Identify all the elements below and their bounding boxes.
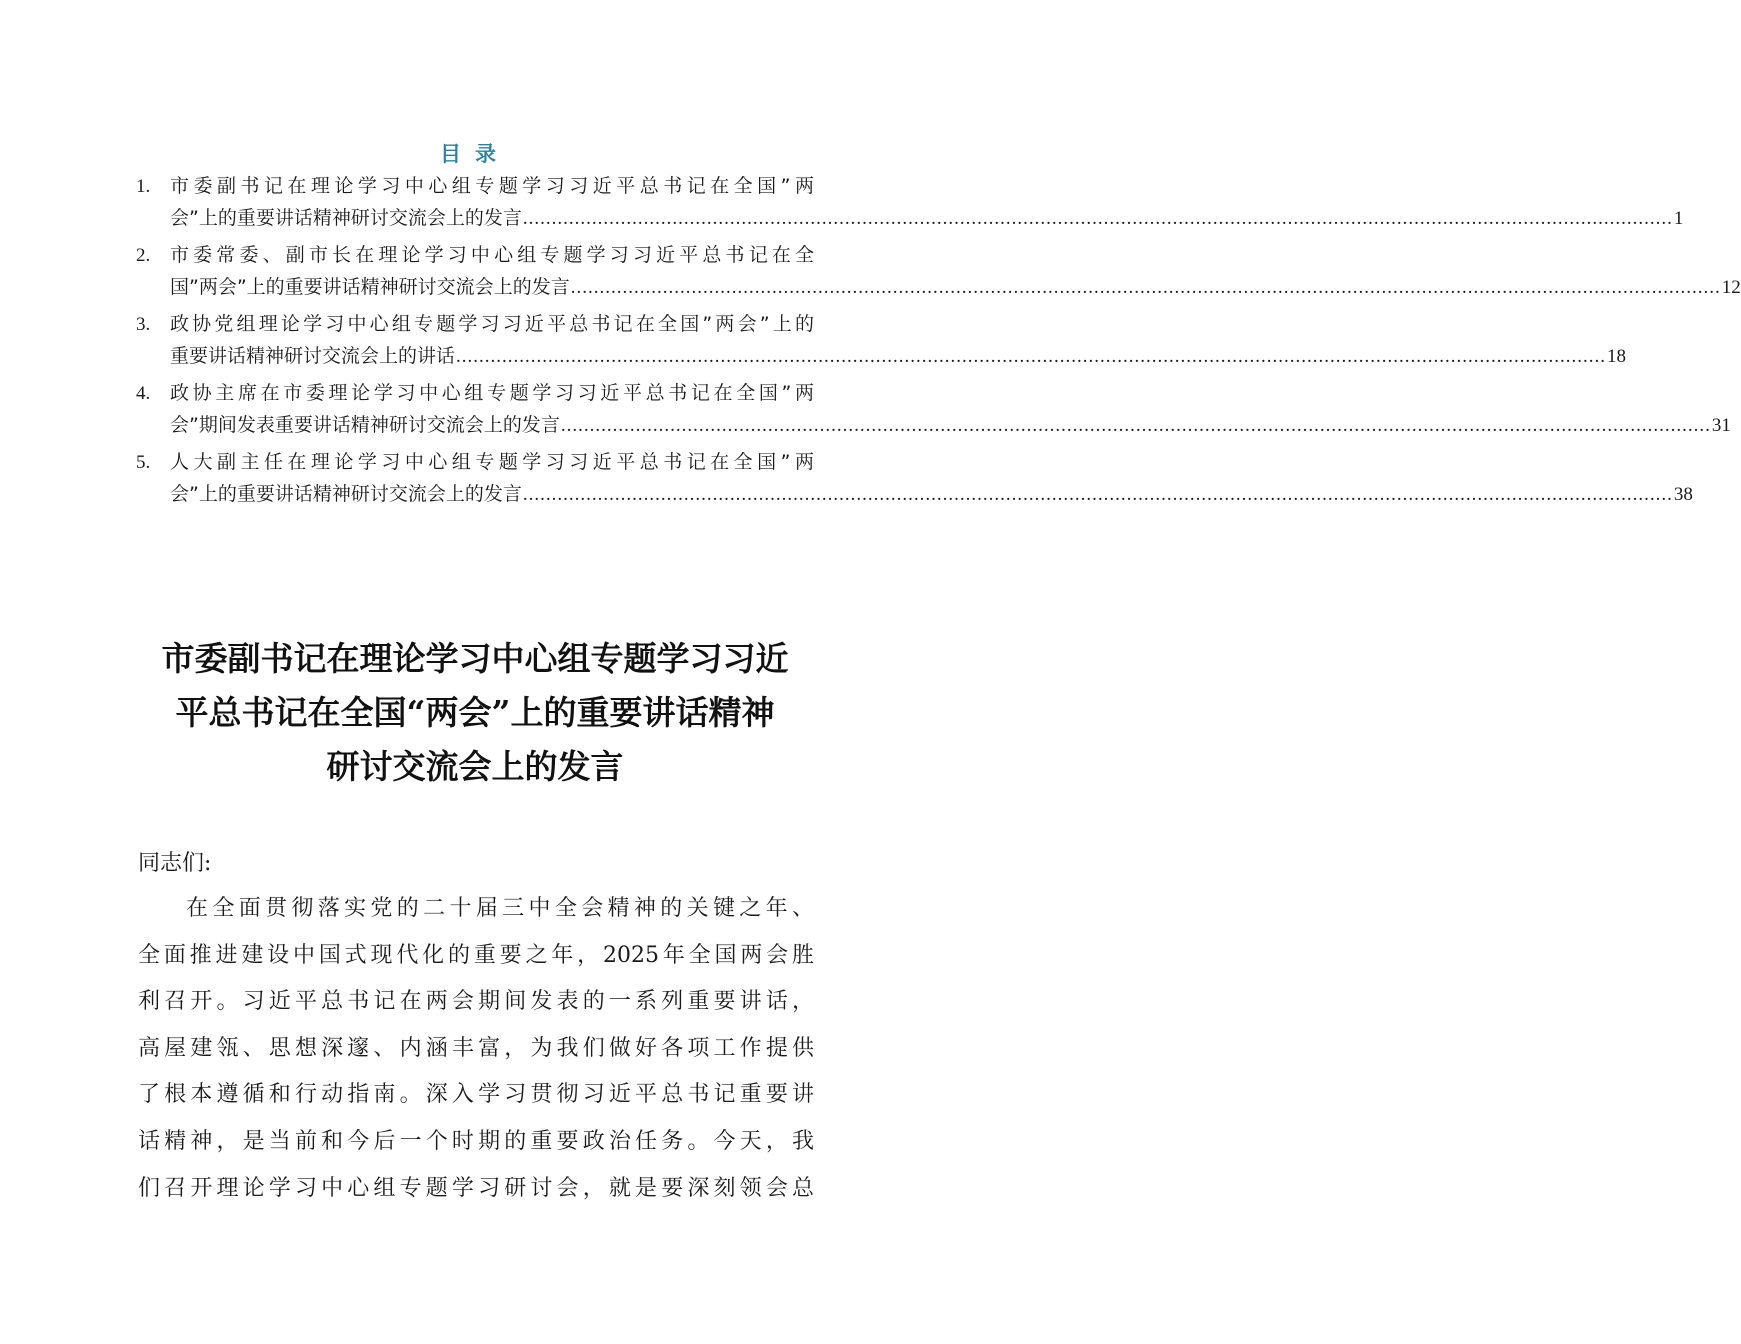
body-line: 在全面贯彻落实党的二十届三中全会精神的关键之年、 — [186, 896, 814, 921]
toc-dot-leader: ........................................................................................................................................................................................................ — [522, 484, 1673, 505]
body-line: 全面推进建设中国式现代化的重要之年，2025年全国两会胜 — [138, 942, 814, 968]
toc-dot-leader: ........................................................................................................................................................................................................ — [456, 346, 1607, 367]
toc-entry-title-line2 — [170, 478, 1693, 511]
toc-entry-title-text: 重要讲话精神研讨交流会上的讲话 — [170, 345, 456, 367]
toc-entry-number: 5. — [136, 452, 151, 473]
toc-page-number: 1 — [1673, 208, 1684, 229]
toc-entry-title-line2 — [170, 340, 1627, 373]
toc-page-number: 18 — [1607, 346, 1627, 367]
toc-entry-1[interactable] — [136, 170, 1684, 239]
toc-entry-number: 3. — [136, 314, 151, 335]
toc-entry-title-text: 会”上的重要讲话精神研讨交流会上的发言 — [170, 483, 522, 505]
toc-entry-title-line2 — [170, 202, 1684, 235]
body-line: 了根本遵循和行动指南。深入学习贯彻习近平总书记重要讲 — [138, 1082, 814, 1108]
toc-dot-leader: ........................................................................................................................................................................................................ — [522, 208, 1673, 229]
article-body — [138, 886, 814, 1212]
toc-entry-title-line1: 市委副书记在理论学习中心组专题学习习近平总书记在全国”两 — [170, 175, 814, 197]
body-line: 高屋建瓴、思想深邃、内涵丰富，为我们做好各项工作提供 — [138, 1035, 814, 1061]
article-title-line: 市委副书记在理论学习中心组专题学习习近 — [161, 639, 789, 678]
toc-page-number: 31 — [1711, 415, 1731, 436]
toc-entry-number: 2. — [136, 245, 151, 266]
toc-entry-title-line1: 市委常委、副市长在理论学习中心组专题学习习近平总书记在全 — [170, 244, 814, 266]
body-line: 话精神，是当前和今后一个时期的重要政治任务。今天，我 — [138, 1128, 814, 1154]
toc-entry-title-line1: 政协党组理论学习中心组专题学习习近平总书记在全国”两会”上的 — [170, 313, 814, 335]
article-title — [130, 632, 820, 794]
toc-page-number: 12 — [1721, 277, 1741, 298]
article-title-line: 研讨交流会上的发言 — [326, 747, 624, 786]
toc-entry-4[interactable] — [136, 377, 1731, 446]
toc-dot-leader: ........................................................................................................................................................................................................ — [560, 415, 1711, 436]
toc-entry-title-text: 会”期间发表重要讲话精神研讨交流会上的发言 — [170, 414, 560, 436]
toc-entry-title-line1: 人大副主任在理论学习中心组专题学习习近平总书记在全国”两 — [170, 451, 814, 473]
toc-entry-title-line2 — [170, 271, 1741, 304]
salutation: 同志们: — [138, 851, 212, 876]
toc-entry-2[interactable] — [136, 239, 1741, 308]
toc-entry-5[interactable] — [136, 446, 1693, 515]
toc-entry-title-text: 会”上的重要讲话精神研讨交流会上的发言 — [170, 207, 522, 229]
body-line: 利召开。习近平总书记在两会期间发表的一系列重要讲话， — [138, 989, 814, 1015]
toc-page-number: 38 — [1673, 484, 1693, 505]
toc-entry-title-line2 — [170, 409, 1731, 442]
toc-title: 目录 — [440, 142, 510, 166]
toc-entry-number: 4. — [136, 383, 151, 404]
toc-dot-leader: ........................................................................................................................................................................................................ — [570, 277, 1721, 298]
toc-entry-number: 1. — [136, 176, 151, 197]
table-of-contents — [136, 170, 1741, 515]
toc-entry-title-line1: 政协主席在市委理论学习中心组专题学习习近平总书记在全国”两 — [170, 382, 814, 404]
article-title-line: 平总书记在全国“两会”上的重要讲话精神 — [175, 693, 775, 732]
toc-entry-3[interactable] — [136, 308, 1627, 377]
toc-entry-title-text: 国”两会”上的重要讲话精神研讨交流会上的发言 — [170, 276, 570, 298]
body-line: 们召开理论学习中心组专题学习研讨会，就是要深刻领会总 — [138, 1175, 814, 1201]
